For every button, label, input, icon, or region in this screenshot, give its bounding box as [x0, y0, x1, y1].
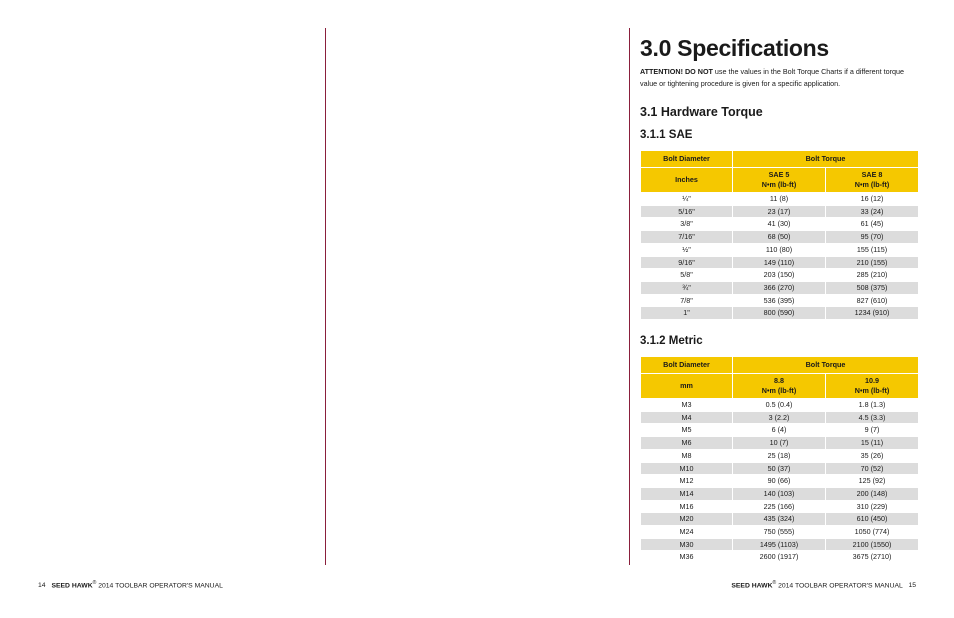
- sae-table-cell: 149 (110): [733, 256, 826, 269]
- metric-table-row: [641, 437, 919, 450]
- page-number-left: 14: [38, 582, 46, 590]
- sae-table-cell: 800 (590): [733, 307, 826, 320]
- metric-table-cell: M8: [641, 449, 733, 462]
- sae-table-cell: 61 (45): [826, 218, 919, 231]
- metric-title: 3.1.2 Metric: [640, 335, 703, 348]
- sae-table-cell: 95 (70): [826, 231, 919, 244]
- metric-table-row: [641, 424, 919, 437]
- sae-table-cell: 9/16": [641, 256, 733, 269]
- attention-note: [640, 66, 920, 90]
- metric-table-cell: 3675 (2710): [826, 551, 919, 564]
- metric-table-cell: 1495 (1103): [733, 538, 826, 551]
- sae-table-cell: 7/8": [641, 294, 733, 307]
- sae-header-bolt-diameter: Bolt Diameter: [641, 151, 733, 168]
- sae-table-row: [641, 294, 919, 307]
- sae-table-cell: 110 (80): [733, 243, 826, 256]
- metric-table-cell: 140 (103): [733, 487, 826, 500]
- sae-table-row: [641, 307, 919, 320]
- sae-table-cell: 536 (395): [733, 294, 826, 307]
- sae-table-cell: 285 (210): [826, 269, 919, 282]
- sae-table-cell: ½": [641, 243, 733, 256]
- metric-table-cell: 750 (555): [733, 526, 826, 539]
- section-title: 3.1 Hardware Torque: [640, 105, 763, 119]
- metric-table-cell: 90 (66): [733, 475, 826, 488]
- sae-table-cell: 23 (17): [733, 205, 826, 218]
- metric-table-body: [641, 399, 919, 564]
- sae-table-cell: 1": [641, 307, 733, 320]
- sae-torque-table: [640, 150, 919, 320]
- sae-table-cell: 3/8": [641, 218, 733, 231]
- metric-table-cell: M3: [641, 399, 733, 412]
- metric-table-row: [641, 411, 919, 424]
- page-title: 3.0 Specifications: [640, 35, 829, 61]
- page-number-right: 15: [908, 582, 916, 590]
- metric-table-cell: M36: [641, 551, 733, 564]
- metric-table-cell: M14: [641, 487, 733, 500]
- sae-table-cell: 203 (150): [733, 269, 826, 282]
- metric-table-cell: M12: [641, 475, 733, 488]
- metric-table-cell: 2100 (1550): [826, 538, 919, 551]
- manual-title-right: 2014 TOOLBAR OPERATOR'S MANUAL: [776, 582, 903, 590]
- sae-table-cell: 827 (610): [826, 294, 919, 307]
- sae-table-cell: 7/16": [641, 231, 733, 244]
- metric-table-cell: 70 (52): [826, 462, 919, 475]
- metric-subheader-mm: mm: [641, 374, 733, 399]
- metric-table-cell: 6 (4): [733, 424, 826, 437]
- sae-table-cell: 68 (50): [733, 231, 826, 244]
- metric-table-cell: 50 (37): [733, 462, 826, 475]
- sae-title: 3.1.1 SAE: [640, 129, 693, 141]
- sae-table-cell: 11 (8): [733, 193, 826, 206]
- sae-table-row: [641, 256, 919, 269]
- sae-subheader-sae8: SAE 8 N•m (lb-ft): [826, 168, 919, 193]
- sae-table-row: [641, 281, 919, 294]
- sae-table-row: [641, 243, 919, 256]
- metric-subheader-8-8: 8.8 N•m (lb-ft): [733, 374, 826, 399]
- metric-torque-table: [640, 356, 919, 564]
- attention-label: ATTENTION! DO NOT: [640, 67, 713, 76]
- metric-header-bolt-torque: Bolt Torque: [733, 357, 919, 374]
- sae-subheader-inches: Inches: [641, 168, 733, 193]
- metric-table-cell: M6: [641, 437, 733, 450]
- sae-table-row: [641, 269, 919, 282]
- metric-header-bolt-diameter: Bolt Diameter: [641, 357, 733, 374]
- metric-table-cell: 2600 (1917): [733, 551, 826, 564]
- metric-table-cell: 4.5 (3.3): [826, 411, 919, 424]
- manual-title-left: 2014 TOOLBAR OPERATOR'S MANUAL: [96, 582, 223, 590]
- footer-right: SEED HAWK® 2014 TOOLBAR OPERATOR'S MANUAL 15: [731, 580, 916, 590]
- specifications-content: [640, 34, 920, 564]
- metric-table-cell: M10: [641, 462, 733, 475]
- metric-table-cell: 1050 (774): [826, 526, 919, 539]
- sae-table-row: [641, 218, 919, 231]
- metric-table-cell: 3 (2.2): [733, 411, 826, 424]
- metric-table-cell: 310 (229): [826, 500, 919, 513]
- metric-table-cell: 435 (324): [733, 513, 826, 526]
- sae-table-cell: 508 (375): [826, 281, 919, 294]
- sae-table-cell: ¼": [641, 193, 733, 206]
- metric-table-cell: 9 (7): [826, 424, 919, 437]
- metric-table-cell: M20: [641, 513, 733, 526]
- metric-table-cell: 25 (18): [733, 449, 826, 462]
- sae-table-cell: 5/8": [641, 269, 733, 282]
- sae-table-row: [641, 193, 919, 206]
- sae-table-cell: 41 (30): [733, 218, 826, 231]
- metric-subheader-10-9: 10.9 N•m (lb-ft): [826, 374, 919, 399]
- metric-table-row: [641, 526, 919, 539]
- metric-table-row: [641, 475, 919, 488]
- brand-name-right: SEED HAWK: [731, 582, 773, 590]
- left-page-rule: [325, 28, 326, 565]
- sae-table-cell: 33 (24): [826, 205, 919, 218]
- sae-table-cell: 155 (115): [826, 243, 919, 256]
- sae-table-cell: 16 (12): [826, 193, 919, 206]
- metric-table-row: [641, 538, 919, 551]
- sae-table-row: [641, 205, 919, 218]
- sae-table-row: [641, 231, 919, 244]
- sae-header-bolt-torque: Bolt Torque: [733, 151, 919, 168]
- metric-table-row: [641, 462, 919, 475]
- sae-table-cell: ¾": [641, 281, 733, 294]
- sae-table-cell: 1234 (910): [826, 307, 919, 320]
- right-page-rule: [629, 28, 630, 565]
- sae-table-body: [641, 193, 919, 320]
- sae-table-cell: 5/16": [641, 205, 733, 218]
- sae-table-cell: 210 (155): [826, 256, 919, 269]
- metric-table-row: [641, 399, 919, 412]
- sae-table-cell: 366 (270): [733, 281, 826, 294]
- metric-table-cell: M5: [641, 424, 733, 437]
- metric-table-cell: 1.8 (1.3): [826, 399, 919, 412]
- metric-table-cell: M4: [641, 411, 733, 424]
- sae-subheader-sae5: SAE 5 N•m (lb-ft): [733, 168, 826, 193]
- metric-table-row: [641, 500, 919, 513]
- metric-table-cell: 15 (11): [826, 437, 919, 450]
- metric-table-row: [641, 551, 919, 564]
- metric-table-cell: 0.5 (0.4): [733, 399, 826, 412]
- footer-left: 14 SEED HAWK® 2014 TOOLBAR OPERATOR'S MANUAL: [38, 580, 223, 590]
- metric-table-row: [641, 449, 919, 462]
- attention-text: use the values in the Bolt Torque Charts if a different torque value or tightening procedure is given for a specific application.: [640, 67, 905, 88]
- metric-table-cell: M24: [641, 526, 733, 539]
- metric-table-cell: M30: [641, 538, 733, 551]
- metric-table-cell: 125 (92): [826, 475, 919, 488]
- metric-table-cell: M16: [641, 500, 733, 513]
- metric-table-cell: 35 (26): [826, 449, 919, 462]
- metric-table-row: [641, 513, 919, 526]
- metric-table-cell: 10 (7): [733, 437, 826, 450]
- metric-table-cell: 610 (450): [826, 513, 919, 526]
- brand-name-left: SEED HAWK: [51, 582, 93, 590]
- metric-table-cell: 200 (148): [826, 487, 919, 500]
- metric-table-cell: 225 (166): [733, 500, 826, 513]
- metric-table-row: [641, 487, 919, 500]
